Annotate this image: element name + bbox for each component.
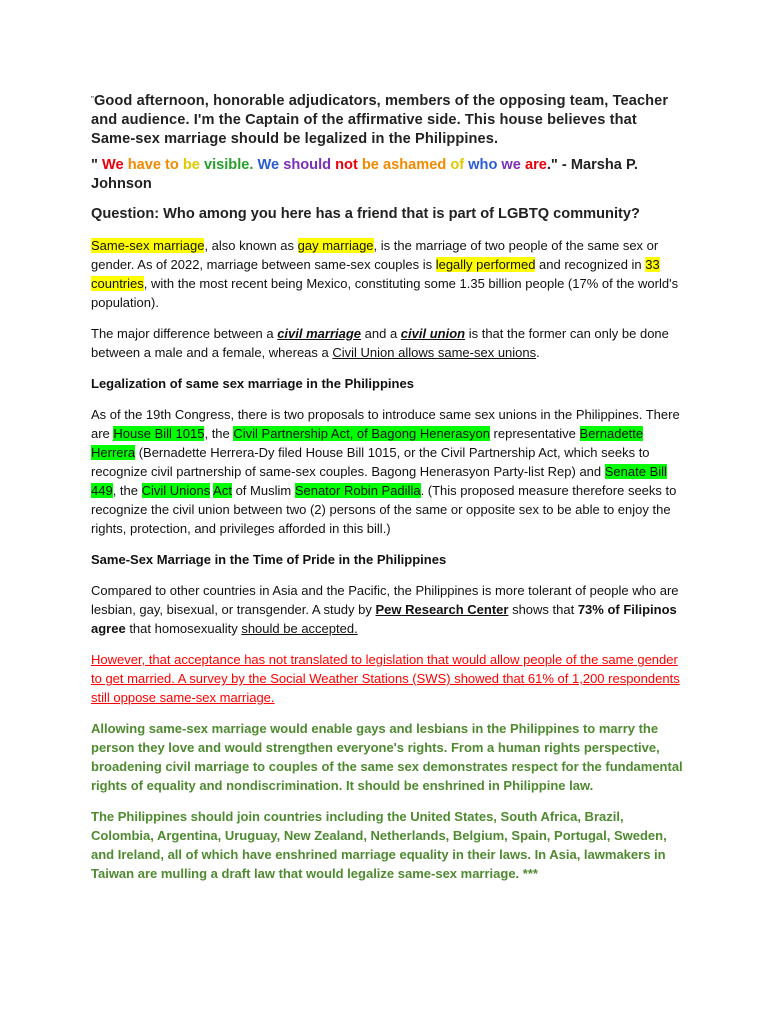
text-run: The major difference between a — [91, 326, 278, 341]
quote-word: of — [450, 157, 465, 173]
highlight-33-countries: 33 countries — [91, 257, 660, 291]
text-run: . — [536, 345, 540, 360]
intro-paragraph — [91, 92, 683, 149]
term-civil-union: civil union — [400, 326, 466, 341]
highlight-robin-padilla: Senator Robin Padilla — [294, 483, 421, 498]
underlined-civil-union: Civil Union allows same-sex unions — [332, 345, 537, 360]
quote-word: have — [127, 157, 161, 173]
underlined-should-be-accepted: should be accepted. — [241, 621, 358, 636]
document-page — [91, 92, 683, 883]
section-heading-pride: Same-Sex Marriage in the Time of Pride in the Philippines — [91, 552, 447, 567]
text-run: . (This proposed measure therefore seeks to recognize the civil union between two (2) persons of the same or opposite sex to be able to enjoy the rights, protection, and privileges afforded in this bill.) — [91, 483, 677, 536]
quote-word: be — [361, 157, 379, 173]
quote-word: we — [501, 157, 521, 173]
section-heading-legalization: Legalization of same sex marriage in the Philippines — [91, 376, 414, 391]
text-run: of Muslim — [231, 483, 295, 498]
quote-open: " — [91, 157, 102, 173]
paragraph-red-survey: However, that acceptance has not translated to legislation that would allow people of the same gender to get married. A survey by the Social Weather Stations (SWS) showed that 61% of 1,200 respondents still oppose same-sex marriage. — [91, 652, 680, 705]
quote-word: should — [283, 157, 332, 173]
highlight-house-bill: House Bill 1015 — [113, 426, 205, 441]
quote-word: to — [165, 157, 179, 173]
paragraph-difference — [91, 324, 683, 362]
stat-73-percent: 73% of Filipinos agree — [91, 602, 677, 636]
text-run: , is the marriage of two people of the same sex or gender. As of 2022, marriage between same-sex couples is — [91, 238, 659, 272]
text-run: representative — [489, 426, 580, 441]
quote-mark: " — [91, 95, 94, 104]
text-run: and a — [361, 326, 401, 341]
quote-word: We — [257, 157, 280, 173]
highlight-civil-unions: Civil Unions — [141, 483, 211, 498]
text-run: shows that — [508, 602, 578, 617]
highlight-same-sex-marriage: Same-sex marriage — [91, 238, 205, 253]
paragraph-tolerance — [91, 581, 683, 638]
quote-word: We — [101, 157, 124, 173]
text-run: As of the 19th Congress, there is two proposals to introduce same sex unions in the Philippines. There are — [91, 407, 680, 441]
quote-word: not — [335, 157, 358, 173]
highlight-legally-performed: legally performed — [435, 257, 536, 272]
text-run: , the — [204, 426, 234, 441]
quote-word: are — [524, 157, 547, 173]
text-run: is that the former can only be done between a male and a female, whereas a — [91, 326, 669, 360]
highlight-gay-marriage: gay marriage — [297, 238, 374, 253]
quote-word: visible — [203, 157, 250, 173]
quote-word: be — [182, 157, 200, 173]
text-run: , the — [112, 483, 142, 498]
link-pew-research: Pew Research Center — [375, 602, 509, 617]
text-run: and recognized in — [535, 257, 646, 272]
text-run: Compared to other countries in Asia and the Pacific, the Philippines is more tolerant of people who are lesbian, gay, bisexual, or transgender. A study by — [91, 583, 679, 617]
text-run: , with the most recent being Mexico, constituting some 1.35 billion people (17% of the world's population). — [91, 276, 679, 310]
highlight-senate-bill: Senate Bill 449 — [91, 464, 667, 498]
paragraph-green-countries: The Philippines should join countries including the United States, South Africa, Brazil, Colombia, Argentina, Uruguay, New Zealand, Netherlands, Belgium, Spain, Portugal, Sweden, and Ireland, all of which have enshrined marriage equality in their laws. In Asia, lawmakers in Taiwan are mulling a draft law that would legalize same-sex marriage. *** — [91, 809, 667, 881]
highlight-act: Act — [213, 483, 232, 498]
highlight-bernadette-herrera: Bernadette Herrera — [91, 426, 644, 460]
text-run: that homosexuality — [125, 621, 242, 636]
question-line: Question: Who among you here has a friend that is part of LGBTQ community? — [91, 206, 640, 222]
quote-word: ashamed — [382, 157, 447, 173]
text-run: , also known as — [204, 238, 298, 253]
paragraph-green-rights: Allowing same-sex marriage would enable gays and lesbians in the Philippines to marry the person they love and would strengthen everyone's rights. From a human rights perspective, broadening civil marriage to couples of the same sex demonstrates respect for the fundamental rights of equality and nondiscrimination. It should be enshrined in Philippine law. — [91, 721, 683, 793]
quote-word: who — [468, 157, 498, 173]
quote-words — [102, 157, 547, 173]
intro-text: Good afternoon, honorable adjudicators, members of the opposing team, Teacher and audience. I'm the Captain of the affirmative side. This house believes that Same-sex marriage should be legalized in the Philippines. — [91, 93, 669, 147]
quote-word: . — [249, 157, 254, 173]
highlight-civil-partnership-act: Civil Partnership Act, of Bagong Henerasyon — [233, 426, 490, 441]
term-civil-marriage: civil marriage — [277, 326, 362, 341]
marsha-quote — [91, 156, 683, 194]
paragraph-definition — [91, 236, 683, 312]
text-run: (Bernadette Herrera-Dy filed House Bill 1015, or the Civil Partnership Act, which seeks to recognize civil partnership of same-sex couples. Bagong Henerasyon Party-list Rep) and — [91, 445, 650, 479]
quote-attribution: ." - Marsha P. Johnson — [91, 157, 638, 192]
paragraph-proposals — [91, 405, 683, 538]
